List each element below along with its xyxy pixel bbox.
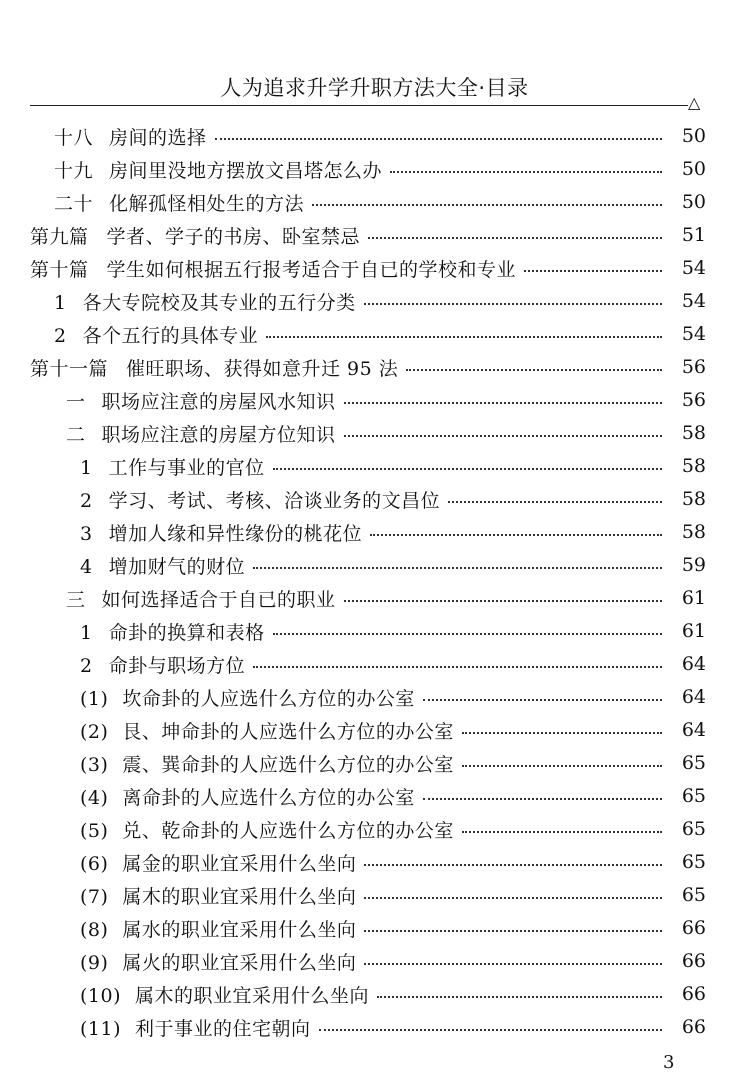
- toc-entry: [0, 252, 749, 284]
- toc-entry-title: 属金的职业宜采用什么坐向: [122, 852, 357, 875]
- toc-entry-label: [54, 123, 207, 150]
- toc-entry-label: [80, 717, 454, 744]
- toc-entry-title: 学生如何根据五行报考适合于自已的学校和专业: [106, 258, 517, 281]
- toc-entry-page: 65: [681, 851, 706, 873]
- toc-entry-page: 51: [681, 224, 706, 246]
- dot-leader: [344, 435, 662, 437]
- toc-entry: [0, 318, 749, 350]
- toc-entry-title: 房间里没地方摆放文昌塔怎么办: [109, 159, 383, 182]
- toc-entry: [0, 417, 749, 449]
- toc-entry-page: 59: [681, 554, 706, 576]
- toc-entry-label: [54, 321, 258, 348]
- toc-entry-title: 属木的职业宜采用什么坐向: [122, 885, 357, 908]
- toc-entry: [0, 1011, 749, 1043]
- toc-entry-number: (5): [80, 819, 109, 842]
- toc-entry-title: 各大专院校及其专业的五行分类: [82, 291, 356, 314]
- dot-leader: [448, 501, 662, 503]
- page-number: 3: [663, 1052, 675, 1073]
- toc-entry: [0, 648, 749, 680]
- toc-entry-label: [80, 684, 415, 711]
- toc-entry-title: 房间的选择: [109, 126, 207, 149]
- dot-leader: [344, 600, 662, 602]
- toc-entry-page: 64: [681, 653, 706, 675]
- dot-leader: [423, 699, 662, 701]
- toc-entry-label: [54, 156, 382, 183]
- toc-entry-number: (9): [80, 951, 109, 974]
- toc-entry-title: 命卦与职场方位: [108, 654, 246, 677]
- toc-entry: [0, 747, 749, 779]
- toc-entry-number: (6): [80, 852, 109, 875]
- toc-entry-number: (11): [80, 1017, 122, 1040]
- toc-entry-number: (10): [80, 984, 122, 1007]
- toc-entry-number: (3): [80, 753, 109, 776]
- toc-entry: [0, 945, 749, 977]
- toc-entry-number: 1: [80, 621, 93, 644]
- toc-entry-number: 2: [80, 489, 93, 512]
- dot-leader: [273, 468, 662, 470]
- toc-entry-label: [80, 783, 415, 810]
- toc-entry: [0, 186, 749, 218]
- dot-leader: [390, 171, 662, 173]
- toc-entry-title: 各个五行的具体专业: [82, 324, 259, 347]
- toc-entry: [0, 153, 749, 185]
- dot-leader: [364, 963, 662, 965]
- dot-leader: [406, 369, 662, 371]
- toc-entry-number: (8): [80, 918, 109, 941]
- dot-leader: [423, 798, 662, 800]
- toc-entry-number: 三: [66, 588, 86, 611]
- toc-entry-number: 第十篇: [30, 258, 89, 281]
- toc-entry: [0, 879, 749, 911]
- toc-entry: [0, 351, 749, 383]
- toc-entry: [0, 813, 749, 845]
- toc-entry: [0, 714, 749, 746]
- toc-entry-label: [66, 420, 336, 447]
- dot-leader: [370, 534, 662, 536]
- toc-entry-title: 增加财气的财位: [108, 555, 246, 578]
- page-header-title: 人为追求升学升职方法大全·目录: [220, 76, 529, 100]
- toc-entry-page: 54: [681, 290, 706, 312]
- toc-entry-title: 增加人缘和异性缘份的桃花位: [108, 522, 363, 545]
- toc-entry-number: 二: [66, 423, 86, 446]
- dot-leader: [462, 732, 662, 734]
- toc-entry-number: 一: [66, 390, 86, 413]
- toc-entry-title: 属水的职业宜采用什么坐向: [122, 918, 357, 941]
- dot-leader: [364, 930, 662, 932]
- toc-entry-label: [66, 585, 336, 612]
- toc-entry-title: 化解孤怪相处生的方法: [109, 192, 305, 215]
- toc-entry-page: 66: [681, 917, 706, 939]
- toc-entry-page: 65: [681, 752, 706, 774]
- toc-entry: [0, 978, 749, 1010]
- toc-entry: [0, 615, 749, 647]
- toc-entry-label: [80, 618, 265, 645]
- toc-entry-page: 66: [681, 983, 706, 1005]
- dot-leader: [462, 831, 662, 833]
- toc-entry-page: 65: [681, 818, 706, 840]
- toc-entry-number: 3: [80, 522, 93, 545]
- toc-entry-page: 54: [681, 323, 706, 345]
- toc-entry-title: 艮、坤命卦的人应选什么方位的办公室: [122, 720, 454, 743]
- toc-entry-number: 4: [80, 555, 93, 578]
- toc-entry-number: 第九篇: [30, 225, 89, 248]
- toc-entry-title: 属木的职业宜采用什么坐向: [135, 984, 370, 1007]
- toc-entry: [0, 780, 749, 812]
- toc-entry-label: [80, 519, 362, 546]
- toc-entry-page: 58: [681, 422, 706, 444]
- toc-entry-page: 64: [681, 686, 706, 708]
- toc-entry-number: 二十: [54, 192, 94, 215]
- toc-entry-label: [80, 750, 454, 777]
- dot-leader: [273, 633, 662, 635]
- dot-leader: [368, 237, 662, 239]
- toc-entry-page: 58: [681, 455, 706, 477]
- toc-entry-title: 震、巽命卦的人应选什么方位的办公室: [122, 753, 454, 776]
- toc-entry-title: 兑、乾命卦的人应选什么方位的办公室: [122, 819, 454, 842]
- toc-entry: [0, 483, 749, 515]
- toc-entry: [0, 219, 749, 251]
- dot-leader: [364, 303, 662, 305]
- dot-leader: [377, 996, 662, 998]
- toc-entry-label: [66, 387, 336, 414]
- toc-entry-number: 1: [80, 456, 93, 479]
- toc-entry-number: 第十一篇: [30, 357, 109, 380]
- toc-entry-page: 56: [681, 356, 706, 378]
- toc-entry-page: 58: [681, 488, 706, 510]
- toc-entry-page: 66: [681, 1016, 706, 1038]
- dot-leader: [344, 402, 662, 404]
- toc-entry-title: 职场应注意的房屋风水知识: [101, 390, 336, 413]
- toc-entry-label: [80, 486, 440, 513]
- toc-entry-title: 工作与事业的官位: [108, 456, 265, 479]
- dot-leader: [266, 336, 662, 338]
- toc-entry-number: 2: [54, 324, 67, 347]
- toc-entry-number: 2: [80, 654, 93, 677]
- toc-entry-title: 离命卦的人应选什么方位的办公室: [122, 786, 415, 809]
- toc-entry-title: 职场应注意的房屋方位知识: [101, 423, 336, 446]
- dot-leader: [253, 666, 662, 668]
- toc-entry-label: [54, 189, 304, 216]
- toc-entry-label: [80, 849, 356, 876]
- toc-entry-page: 66: [681, 950, 706, 972]
- toc-entry-page: 50: [681, 158, 706, 180]
- toc-entry-title: 坎命卦的人应选什么方位的办公室: [122, 687, 415, 710]
- toc-entry-page: 61: [681, 620, 706, 642]
- toc-entry-title: 利于事业的住宅朝向: [135, 1017, 311, 1040]
- toc-entry: [0, 681, 749, 713]
- toc-entry: [0, 285, 749, 317]
- toc-entry: [0, 120, 749, 152]
- toc-entry-label: [80, 453, 265, 480]
- toc-entry-title: 如何选择适合于自已的职业: [101, 588, 336, 611]
- toc-entry-number: (7): [80, 885, 109, 908]
- toc-entry-page: 65: [681, 884, 706, 906]
- toc-entry-page: 50: [681, 125, 706, 147]
- toc-entry-title: 命卦的换算和表格: [108, 621, 265, 644]
- triangle-icon: △: [688, 93, 701, 112]
- dot-leader: [319, 1029, 662, 1031]
- toc-entry-label: [80, 981, 369, 1008]
- toc-entry-number: (2): [80, 720, 109, 743]
- dot-leader: [253, 567, 662, 569]
- toc-entry-label: [80, 1014, 311, 1041]
- toc-entry-page: 65: [681, 785, 706, 807]
- dot-leader: [524, 270, 662, 272]
- toc-entry-number: (1): [80, 687, 109, 710]
- toc-entry-label: [80, 882, 356, 909]
- dot-leader: [462, 765, 662, 767]
- toc-entry-label: [80, 552, 245, 579]
- toc-entry: [0, 450, 749, 482]
- toc-entry: [0, 516, 749, 548]
- toc-entry-label: [30, 255, 516, 282]
- toc-entry: [0, 582, 749, 614]
- toc-entry-label: [80, 915, 356, 942]
- header-divider: [30, 105, 688, 106]
- toc-entry: [0, 549, 749, 581]
- toc-entry-title: 学习、考试、考核、洽谈业务的文昌位: [108, 489, 441, 512]
- toc-entry-label: [30, 354, 398, 381]
- dot-leader: [312, 204, 662, 206]
- toc-entry: [0, 912, 749, 944]
- toc-entry-page: 61: [681, 587, 706, 609]
- toc-entry-title: 学者、学子的书房、卧室禁忌: [106, 225, 361, 248]
- toc-entry-label: [54, 288, 356, 315]
- toc-entry-label: [80, 948, 356, 975]
- toc-entry-label: [80, 816, 454, 843]
- toc-entry-label: [30, 222, 360, 249]
- toc-entry-label: [80, 651, 245, 678]
- toc-entry-page: 50: [681, 191, 706, 213]
- dot-leader: [364, 897, 662, 899]
- toc-entry-page: 58: [681, 521, 706, 543]
- toc-entry-title: 属火的职业宜采用什么坐向: [122, 951, 357, 974]
- toc-entry-page: 54: [681, 257, 706, 279]
- dot-leader: [364, 864, 662, 866]
- toc-entry-title: 催旺职场、获得如意升迁 95 法: [126, 357, 399, 380]
- toc-entry-number: 十九: [54, 159, 94, 182]
- dot-leader: [215, 138, 662, 140]
- toc-entry: [0, 384, 749, 416]
- toc-entry-number: (4): [80, 786, 109, 809]
- toc-entry-page: 56: [681, 389, 706, 411]
- toc-entry-number: 1: [54, 291, 67, 314]
- toc-entry-number: 十八: [54, 126, 94, 149]
- toc-entry-page: 64: [681, 719, 706, 741]
- toc-entry: [0, 846, 749, 878]
